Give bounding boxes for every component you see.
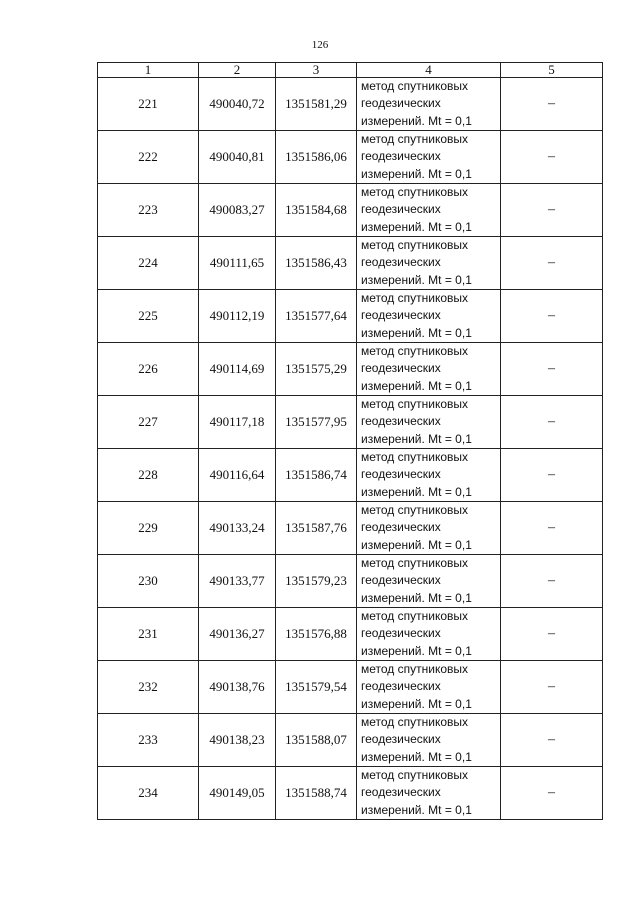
- point-number-cell: 232: [98, 661, 199, 714]
- point-number-cell: 229: [98, 502, 199, 555]
- method-cell: [357, 290, 501, 343]
- x-coordinate-cell: 490133,77: [199, 555, 276, 608]
- table-row: [98, 396, 603, 449]
- method-cell: [357, 767, 501, 820]
- method-line: метод спутниковых: [361, 450, 469, 465]
- method-cell: [357, 502, 501, 555]
- method-line: геодезических: [361, 732, 441, 747]
- point-number-cell: 230: [98, 555, 199, 608]
- note-cell: –: [501, 555, 603, 608]
- y-coordinate-cell: 1351577,64: [276, 290, 357, 343]
- table-row: [98, 237, 603, 290]
- point-number-cell: 234: [98, 767, 199, 820]
- method-cell: [357, 131, 501, 184]
- method-line: метод спутниковых: [361, 503, 469, 518]
- point-number-cell: 221: [98, 78, 199, 131]
- method-line: измерений. Mt = 0,1: [361, 219, 472, 234]
- point-number-cell: 226: [98, 343, 199, 396]
- header-cell-4: 4: [357, 63, 501, 78]
- point-number-cell: 233: [98, 714, 199, 767]
- x-coordinate-cell: 490136,27: [199, 608, 276, 661]
- y-coordinate-cell: 1351586,06: [276, 131, 357, 184]
- method-cell: [357, 555, 501, 608]
- method-line: метод спутниковых: [361, 556, 469, 571]
- point-number-cell: 223: [98, 184, 199, 237]
- method-line: измерений. Mt = 0,1: [361, 272, 472, 287]
- table-row: [98, 290, 603, 343]
- table-row: [98, 767, 603, 820]
- method-cell: [357, 343, 501, 396]
- y-coordinate-cell: 1351579,23: [276, 555, 357, 608]
- method-line: геодезических: [361, 520, 441, 535]
- table-row: [98, 714, 603, 767]
- method-line: метод спутниковых: [361, 79, 469, 94]
- y-coordinate-cell: 1351579,54: [276, 661, 357, 714]
- method-line: измерений. Mt = 0,1: [361, 696, 472, 711]
- method-line: геодезических: [361, 626, 441, 641]
- x-coordinate-cell: 490149,05: [199, 767, 276, 820]
- note-cell: –: [501, 767, 603, 820]
- y-coordinate-cell: 1351588,07: [276, 714, 357, 767]
- header-cell-2: 2: [199, 63, 276, 78]
- table-row: [98, 131, 603, 184]
- y-coordinate-cell: 1351577,95: [276, 396, 357, 449]
- method-line: геодезических: [361, 255, 441, 270]
- x-coordinate-cell: 490040,81: [199, 131, 276, 184]
- method-line: метод спутниковых: [361, 344, 469, 359]
- header-cell-5: 5: [501, 63, 603, 78]
- table-row: [98, 608, 603, 661]
- x-coordinate-cell: 490133,24: [199, 502, 276, 555]
- method-cell: [357, 714, 501, 767]
- method-cell: [357, 661, 501, 714]
- point-number-cell: 224: [98, 237, 199, 290]
- method-line: геодезических: [361, 308, 441, 323]
- method-line: геодезических: [361, 96, 441, 111]
- note-cell: –: [501, 661, 603, 714]
- coordinates-table: [97, 62, 603, 820]
- method-line: геодезических: [361, 785, 441, 800]
- method-line: измерений. Mt = 0,1: [361, 537, 472, 552]
- point-number-cell: 222: [98, 131, 199, 184]
- point-number-cell: 228: [98, 449, 199, 502]
- note-cell: –: [501, 343, 603, 396]
- y-coordinate-cell: 1351588,74: [276, 767, 357, 820]
- y-coordinate-cell: 1351576,88: [276, 608, 357, 661]
- x-coordinate-cell: 490116,64: [199, 449, 276, 502]
- method-line: метод спутниковых: [361, 609, 469, 624]
- table-header: [98, 63, 603, 78]
- method-line: геодезических: [361, 149, 441, 164]
- page-number: 126: [311, 39, 329, 51]
- method-line: измерений. Mt = 0,1: [361, 113, 472, 128]
- note-cell: –: [501, 237, 603, 290]
- table-body: [98, 78, 603, 820]
- x-coordinate-cell: 490083,27: [199, 184, 276, 237]
- x-coordinate-cell: 490117,18: [199, 396, 276, 449]
- y-coordinate-cell: 1351586,43: [276, 237, 357, 290]
- note-cell: –: [501, 78, 603, 131]
- table-row: [98, 661, 603, 714]
- method-line: метод спутниковых: [361, 132, 469, 147]
- point-number-cell: 231: [98, 608, 199, 661]
- table-row: [98, 184, 603, 237]
- method-line: метод спутниковых: [361, 662, 469, 677]
- table-row: [98, 555, 603, 608]
- method-cell: [357, 78, 501, 131]
- method-line: геодезических: [361, 414, 441, 429]
- y-coordinate-cell: 1351584,68: [276, 184, 357, 237]
- note-cell: –: [501, 184, 603, 237]
- note-cell: –: [501, 396, 603, 449]
- header-cell-3: 3: [276, 63, 357, 78]
- x-coordinate-cell: 490138,76: [199, 661, 276, 714]
- note-cell: –: [501, 449, 603, 502]
- table-row: [98, 78, 603, 131]
- x-coordinate-cell: 490111,65: [199, 237, 276, 290]
- method-line: измерений. Mt = 0,1: [361, 378, 472, 393]
- note-cell: –: [501, 290, 603, 343]
- point-number-cell: 225: [98, 290, 199, 343]
- method-cell: [357, 449, 501, 502]
- note-cell: –: [501, 608, 603, 661]
- x-coordinate-cell: 490114,69: [199, 343, 276, 396]
- method-line: измерений. Mt = 0,1: [361, 431, 472, 446]
- method-line: измерений. Mt = 0,1: [361, 749, 472, 764]
- table-row: [98, 343, 603, 396]
- method-line: метод спутниковых: [361, 768, 469, 783]
- method-cell: [357, 396, 501, 449]
- method-line: измерений. Mt = 0,1: [361, 325, 472, 340]
- y-coordinate-cell: 1351575,29: [276, 343, 357, 396]
- note-cell: –: [501, 131, 603, 184]
- method-line: геодезических: [361, 467, 441, 482]
- method-line: измерений. Mt = 0,1: [361, 802, 472, 817]
- method-line: измерений. Mt = 0,1: [361, 484, 472, 499]
- y-coordinate-cell: 1351586,74: [276, 449, 357, 502]
- method-cell: [357, 608, 501, 661]
- method-line: метод спутниковых: [361, 238, 469, 253]
- table-row: [98, 502, 603, 555]
- x-coordinate-cell: 490112,19: [199, 290, 276, 343]
- note-cell: –: [501, 714, 603, 767]
- method-line: метод спутниковых: [361, 185, 469, 200]
- x-coordinate-cell: 490138,23: [199, 714, 276, 767]
- y-coordinate-cell: 1351581,29: [276, 78, 357, 131]
- method-cell: [357, 237, 501, 290]
- method-cell: [357, 184, 501, 237]
- method-line: геодезических: [361, 679, 441, 694]
- method-line: измерений. Mt = 0,1: [361, 643, 472, 658]
- method-line: измерений. Mt = 0,1: [361, 166, 472, 181]
- header-cell-1: 1: [98, 63, 199, 78]
- note-cell: –: [501, 502, 603, 555]
- y-coordinate-cell: 1351587,76: [276, 502, 357, 555]
- x-coordinate-cell: 490040,72: [199, 78, 276, 131]
- method-line: геодезических: [361, 573, 441, 588]
- method-line: геодезических: [361, 202, 441, 217]
- method-line: измерений. Mt = 0,1: [361, 590, 472, 605]
- method-line: метод спутниковых: [361, 715, 469, 730]
- method-line: метод спутниковых: [361, 397, 469, 412]
- point-number-cell: 227: [98, 396, 199, 449]
- method-line: геодезических: [361, 361, 441, 376]
- table-row: [98, 449, 603, 502]
- method-line: метод спутниковых: [361, 291, 469, 306]
- header-row: [98, 63, 603, 78]
